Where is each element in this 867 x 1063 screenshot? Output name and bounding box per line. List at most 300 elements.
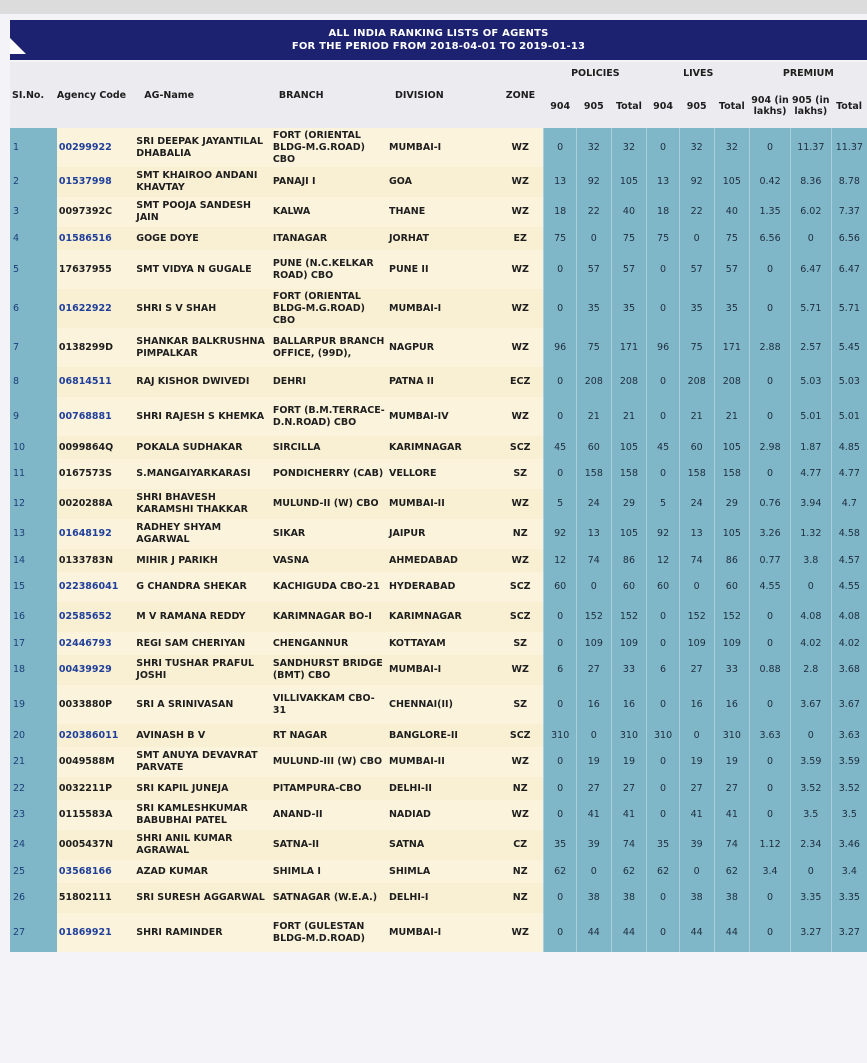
- policies-904-cell: 62: [544, 860, 577, 883]
- agency-code-cell: 020386011: [57, 724, 134, 747]
- zone-cell: WZ: [497, 250, 544, 289]
- premium-905-cell: 0: [790, 572, 831, 602]
- branch-cell: PONDICHERRY (CAB): [271, 459, 387, 489]
- ag-name-cell: SHANKAR BALKRUSHNA PIMPALKAR: [134, 328, 271, 367]
- agency-code-cell: 00299922: [57, 128, 134, 167]
- policies-905-cell: 0: [576, 860, 611, 883]
- policies-905-cell: 21: [576, 397, 611, 436]
- lives-total-cell: 60: [714, 572, 750, 602]
- division-cell: KOTTAYAM: [387, 632, 497, 655]
- table-row: [10, 519, 867, 549]
- header-policies: POLICIES: [544, 62, 647, 84]
- table-row: [10, 860, 867, 883]
- zone-cell: WZ: [497, 128, 544, 167]
- lives-905-cell: 152: [679, 602, 714, 632]
- policies-total-cell: 16: [611, 685, 647, 724]
- policies-904-cell: 6: [544, 655, 577, 685]
- table-row: [10, 367, 867, 397]
- lives-904-cell: 5: [647, 489, 680, 519]
- branch-cell: VASNA: [271, 549, 387, 572]
- policies-905-cell: 38: [576, 883, 611, 913]
- policies-total-cell: 27: [611, 777, 647, 800]
- lives-total-cell: 74: [714, 830, 750, 860]
- agency-code-cell: 0097392C: [57, 197, 134, 227]
- table-row: [10, 250, 867, 289]
- lives-904-cell: 0: [647, 367, 680, 397]
- lives-904-cell: 60: [647, 572, 680, 602]
- premium-904-cell: 3.26: [750, 519, 791, 549]
- lives-total-cell: 38: [714, 883, 750, 913]
- branch-cell: MULUND-II (W) CBO: [271, 489, 387, 519]
- branch-cell: RT NAGAR: [271, 724, 387, 747]
- premium-905-cell: 0: [790, 724, 831, 747]
- table-row: [10, 289, 867, 328]
- premium-total-cell: 3.5: [831, 800, 867, 830]
- premium-total-cell: 3.67: [831, 685, 867, 724]
- division-cell: THANE: [387, 197, 497, 227]
- ag-name-cell: SMT VIDYA N GUGALE: [134, 250, 271, 289]
- premium-904-cell: 0: [750, 800, 791, 830]
- header-zone: ZONE: [497, 62, 544, 128]
- zone-cell: WZ: [497, 197, 544, 227]
- slno-cell: 8: [10, 367, 57, 397]
- slno-cell: 10: [10, 436, 57, 459]
- agency-code-cell: 17637955: [57, 250, 134, 289]
- slno-cell: 20: [10, 724, 57, 747]
- table-row: [10, 459, 867, 489]
- policies-total-cell: 19: [611, 747, 647, 777]
- policies-total-cell: 32: [611, 128, 647, 167]
- premium-total-cell: 4.77: [831, 459, 867, 489]
- premium-904-cell: 6.56: [750, 227, 791, 250]
- ag-name-cell: POKALA SUDHAKAR: [134, 436, 271, 459]
- zone-cell: NZ: [497, 860, 544, 883]
- lives-905-cell: 22: [679, 197, 714, 227]
- branch-cell: PITAMPURA-CBO: [271, 777, 387, 800]
- lives-905-cell: 74: [679, 549, 714, 572]
- lives-total-cell: 41: [714, 800, 750, 830]
- division-cell: MUMBAI-I: [387, 289, 497, 328]
- policies-total-cell: 33: [611, 655, 647, 685]
- policies-total-cell: 152: [611, 602, 647, 632]
- division-cell: MUMBAI-IV: [387, 397, 497, 436]
- agency-code-cell: 0005437N: [57, 830, 134, 860]
- lives-904-cell: 12: [647, 549, 680, 572]
- policies-905-cell: 27: [576, 655, 611, 685]
- premium-905-cell: 5.01: [790, 397, 831, 436]
- division-cell: DELHI-I: [387, 883, 497, 913]
- premium-904-cell: 0.77: [750, 549, 791, 572]
- branch-cell: FORT (GULESTAN BLDG-M.D.ROAD): [271, 913, 387, 952]
- zone-cell: SZ: [497, 632, 544, 655]
- slno-cell: 2: [10, 167, 57, 197]
- table-row: [10, 328, 867, 367]
- lives-905-cell: 24: [679, 489, 714, 519]
- slno-cell: 12: [10, 489, 57, 519]
- slno-cell: 6: [10, 289, 57, 328]
- division-cell: JORHAT: [387, 227, 497, 250]
- lives-905-cell: 0: [679, 860, 714, 883]
- policies-total-cell: 57: [611, 250, 647, 289]
- premium-904-cell: 2.88: [750, 328, 791, 367]
- premium-905-cell: 3.94: [790, 489, 831, 519]
- lives-total-cell: 109: [714, 632, 750, 655]
- zone-cell: WZ: [497, 289, 544, 328]
- division-cell: CHENNAI(II): [387, 685, 497, 724]
- zone-cell: SCZ: [497, 724, 544, 747]
- lives-total-cell: 35: [714, 289, 750, 328]
- policies-905-cell: 39: [576, 830, 611, 860]
- branch-cell: FORT (ORIENTAL BLDG-M.G.ROAD) CBO: [271, 289, 387, 328]
- lives-905-cell: 19: [679, 747, 714, 777]
- policies-904-cell: 13: [544, 167, 577, 197]
- lives-904-cell: 13: [647, 167, 680, 197]
- lives-904-cell: 0: [647, 289, 680, 328]
- agency-code-cell: 00768881: [57, 397, 134, 436]
- slno-cell: 16: [10, 602, 57, 632]
- premium-904-cell: 2.98: [750, 436, 791, 459]
- policies-904-cell: 0: [544, 685, 577, 724]
- premium-905-cell: 3.67: [790, 685, 831, 724]
- premium-904-cell: 3.4: [750, 860, 791, 883]
- lives-905-cell: 92: [679, 167, 714, 197]
- header-sub: Total: [831, 84, 867, 128]
- agency-code-cell: 0020288A: [57, 489, 134, 519]
- lives-total-cell: 310: [714, 724, 750, 747]
- premium-905-cell: 6.02: [790, 197, 831, 227]
- premium-905-cell: 0: [790, 227, 831, 250]
- agency-code-cell: 0115583A: [57, 800, 134, 830]
- premium-904-cell: 0.88: [750, 655, 791, 685]
- table-row: [10, 489, 867, 519]
- agency-code-cell: 0033880P: [57, 685, 134, 724]
- premium-905-cell: 1.32: [790, 519, 831, 549]
- agency-code-cell: 01586516: [57, 227, 134, 250]
- premium-905-cell: 3.8: [790, 549, 831, 572]
- lives-904-cell: 35: [647, 830, 680, 860]
- lives-total-cell: 208: [714, 367, 750, 397]
- policies-905-cell: 24: [576, 489, 611, 519]
- premium-total-cell: 5.01: [831, 397, 867, 436]
- policies-904-cell: 310: [544, 724, 577, 747]
- branch-cell: SIRCILLA: [271, 436, 387, 459]
- branch-cell: VILLIVAKKAM CBO-31: [271, 685, 387, 724]
- premium-total-cell: 4.08: [831, 602, 867, 632]
- slno-cell: 7: [10, 328, 57, 367]
- slno-cell: 18: [10, 655, 57, 685]
- premium-905-cell: 5.71: [790, 289, 831, 328]
- lives-905-cell: 32: [679, 128, 714, 167]
- header-premium: PREMIUM: [750, 62, 867, 84]
- division-cell: NAGPUR: [387, 328, 497, 367]
- policies-905-cell: 57: [576, 250, 611, 289]
- branch-cell: SATNA-II: [271, 830, 387, 860]
- table-row: [10, 397, 867, 436]
- ag-name-cell: GOGE DOYE: [134, 227, 271, 250]
- division-cell: MUMBAI-II: [387, 489, 497, 519]
- premium-905-cell: 3.27: [790, 913, 831, 952]
- lives-total-cell: 171: [714, 328, 750, 367]
- policies-total-cell: 109: [611, 632, 647, 655]
- premium-total-cell: 3.68: [831, 655, 867, 685]
- ag-name-cell: RAJ KISHOR DWIVEDI: [134, 367, 271, 397]
- lives-905-cell: 39: [679, 830, 714, 860]
- lives-total-cell: 105: [714, 519, 750, 549]
- agency-code-cell: 51802111: [57, 883, 134, 913]
- policies-total-cell: 105: [611, 436, 647, 459]
- lives-905-cell: 0: [679, 227, 714, 250]
- premium-total-cell: 5.45: [831, 328, 867, 367]
- agency-code-cell: 022386041: [57, 572, 134, 602]
- agency-code-cell: 03568166: [57, 860, 134, 883]
- premium-905-cell: 5.03: [790, 367, 831, 397]
- lives-total-cell: 86: [714, 549, 750, 572]
- policies-total-cell: 86: [611, 549, 647, 572]
- agency-code-cell: 06814511: [57, 367, 134, 397]
- ag-name-cell: AZAD KUMAR: [134, 860, 271, 883]
- header-sub: Total: [714, 84, 750, 128]
- premium-904-cell: 0: [750, 777, 791, 800]
- policies-905-cell: 208: [576, 367, 611, 397]
- policies-904-cell: 92: [544, 519, 577, 549]
- zone-cell: WZ: [497, 800, 544, 830]
- lives-905-cell: 208: [679, 367, 714, 397]
- premium-904-cell: 0: [750, 367, 791, 397]
- premium-total-cell: 4.58: [831, 519, 867, 549]
- premium-total-cell: 3.59: [831, 747, 867, 777]
- ag-name-cell: SRI SURESH AGGARWAL: [134, 883, 271, 913]
- slno-cell: 17: [10, 632, 57, 655]
- lives-905-cell: 13: [679, 519, 714, 549]
- agency-code-cell: 01648192: [57, 519, 134, 549]
- policies-total-cell: 21: [611, 397, 647, 436]
- branch-cell: PUNE (N.C.KELKAR ROAD) CBO: [271, 250, 387, 289]
- policies-904-cell: 5: [544, 489, 577, 519]
- premium-904-cell: 0: [750, 289, 791, 328]
- ranking-page: [0, 14, 867, 1063]
- premium-904-cell: 0: [750, 128, 791, 167]
- policies-904-cell: 0: [544, 913, 577, 952]
- policies-905-cell: 32: [576, 128, 611, 167]
- division-cell: HYDERABAD: [387, 572, 497, 602]
- premium-905-cell: 4.77: [790, 459, 831, 489]
- lives-total-cell: 21: [714, 397, 750, 436]
- policies-total-cell: 38: [611, 883, 647, 913]
- branch-cell: KALWA: [271, 197, 387, 227]
- policies-total-cell: 60: [611, 572, 647, 602]
- zone-cell: WZ: [497, 489, 544, 519]
- branch-cell: SIKAR: [271, 519, 387, 549]
- premium-total-cell: 3.52: [831, 777, 867, 800]
- premium-904-cell: 0: [750, 685, 791, 724]
- table-body: [10, 128, 867, 952]
- premium-total-cell: 3.27: [831, 913, 867, 952]
- agency-code-cell: 0138299D: [57, 328, 134, 367]
- header-sub: 904: [544, 84, 577, 128]
- division-cell: MUMBAI-I: [387, 913, 497, 952]
- premium-total-cell: 3.46: [831, 830, 867, 860]
- lives-904-cell: 0: [647, 800, 680, 830]
- zone-cell: EZ: [497, 227, 544, 250]
- ag-name-cell: SMT ANUYA DEVAVRAT PARVATE: [134, 747, 271, 777]
- agency-code-cell: 01622922: [57, 289, 134, 328]
- policies-905-cell: 13: [576, 519, 611, 549]
- table-row: [10, 436, 867, 459]
- zone-cell: WZ: [497, 747, 544, 777]
- lives-904-cell: 0: [647, 747, 680, 777]
- division-cell: JAIPUR: [387, 519, 497, 549]
- lives-904-cell: 45: [647, 436, 680, 459]
- lives-total-cell: 62: [714, 860, 750, 883]
- lives-904-cell: 0: [647, 632, 680, 655]
- ag-name-cell: RADHEY SHYAM AGARWAL: [134, 519, 271, 549]
- lives-904-cell: 96: [647, 328, 680, 367]
- policies-905-cell: 0: [576, 724, 611, 747]
- premium-904-cell: 0: [750, 459, 791, 489]
- lives-905-cell: 21: [679, 397, 714, 436]
- premium-905-cell: 2.57: [790, 328, 831, 367]
- slno-cell: 5: [10, 250, 57, 289]
- ranking-table: [10, 62, 867, 952]
- agency-code-cell: 02446793: [57, 632, 134, 655]
- division-cell: PUNE II: [387, 250, 497, 289]
- policies-904-cell: 0: [544, 602, 577, 632]
- lives-905-cell: 0: [679, 572, 714, 602]
- division-cell: SHIMLA: [387, 860, 497, 883]
- agency-code-cell: 0049588M: [57, 747, 134, 777]
- premium-905-cell: 2.8: [790, 655, 831, 685]
- header-sub: 905: [679, 84, 714, 128]
- zone-cell: ECZ: [497, 367, 544, 397]
- table-row: [10, 883, 867, 913]
- policies-904-cell: 0: [544, 289, 577, 328]
- agency-code-cell: 0099864Q: [57, 436, 134, 459]
- lives-904-cell: 0: [647, 128, 680, 167]
- header-sub: 904: [647, 84, 680, 128]
- premium-total-cell: 3.4: [831, 860, 867, 883]
- branch-cell: FORT (ORIENTAL BLDG-M.G.ROAD) CBO: [271, 128, 387, 167]
- lives-904-cell: 0: [647, 459, 680, 489]
- table-row: [10, 197, 867, 227]
- lives-905-cell: 109: [679, 632, 714, 655]
- ag-name-cell: SHRI S V SHAH: [134, 289, 271, 328]
- table-row: [10, 724, 867, 747]
- policies-905-cell: 44: [576, 913, 611, 952]
- policies-904-cell: 0: [544, 883, 577, 913]
- policies-905-cell: 109: [576, 632, 611, 655]
- division-cell: DELHI-II: [387, 777, 497, 800]
- premium-904-cell: 0.76: [750, 489, 791, 519]
- branch-cell: SANDHURST BRIDGE (BMT) CBO: [271, 655, 387, 685]
- zone-cell: SZ: [497, 685, 544, 724]
- table-row: [10, 800, 867, 830]
- slno-cell: 3: [10, 197, 57, 227]
- agency-code-cell: 0133783N: [57, 549, 134, 572]
- lives-total-cell: 32: [714, 128, 750, 167]
- zone-cell: WZ: [497, 549, 544, 572]
- table-row: [10, 685, 867, 724]
- zone-cell: WZ: [497, 167, 544, 197]
- slno-cell: 23: [10, 800, 57, 830]
- zone-cell: CZ: [497, 830, 544, 860]
- zone-cell: WZ: [497, 913, 544, 952]
- slno-cell: 21: [10, 747, 57, 777]
- ag-name-cell: MIHIR J PARIKH: [134, 549, 271, 572]
- premium-905-cell: 6.47: [790, 250, 831, 289]
- division-cell: AHMEDABAD: [387, 549, 497, 572]
- header-sub: 905 (in lakhs): [790, 84, 831, 128]
- lives-total-cell: 40: [714, 197, 750, 227]
- table-row: [10, 572, 867, 602]
- lives-905-cell: 35: [679, 289, 714, 328]
- branch-cell: KARIMNAGAR BO-I: [271, 602, 387, 632]
- slno-cell: 15: [10, 572, 57, 602]
- policies-904-cell: 75: [544, 227, 577, 250]
- slno-cell: 11: [10, 459, 57, 489]
- slno-cell: 14: [10, 549, 57, 572]
- lives-904-cell: 6: [647, 655, 680, 685]
- slno-cell: 9: [10, 397, 57, 436]
- branch-cell: PANAJI I: [271, 167, 387, 197]
- division-cell: VELLORE: [387, 459, 497, 489]
- premium-904-cell: 1.35: [750, 197, 791, 227]
- branch-cell: MULUND-III (W) CBO: [271, 747, 387, 777]
- agency-code-cell: 02585652: [57, 602, 134, 632]
- policies-total-cell: 105: [611, 167, 647, 197]
- premium-904-cell: 1.12: [750, 830, 791, 860]
- premium-904-cell: 0: [750, 747, 791, 777]
- header-lives: LIVES: [647, 62, 750, 84]
- lives-total-cell: 105: [714, 436, 750, 459]
- policies-905-cell: 158: [576, 459, 611, 489]
- lives-905-cell: 75: [679, 328, 714, 367]
- lives-904-cell: 0: [647, 777, 680, 800]
- lives-905-cell: 27: [679, 777, 714, 800]
- lives-total-cell: 152: [714, 602, 750, 632]
- policies-905-cell: 22: [576, 197, 611, 227]
- lives-total-cell: 105: [714, 167, 750, 197]
- policies-905-cell: 41: [576, 800, 611, 830]
- policies-904-cell: 0: [544, 128, 577, 167]
- premium-total-cell: 7.37: [831, 197, 867, 227]
- lives-905-cell: 41: [679, 800, 714, 830]
- lives-904-cell: 310: [647, 724, 680, 747]
- title-line-2: FOR THE PERIOD FROM 2018-04-01 TO 2019-01-13: [291, 41, 586, 52]
- policies-905-cell: 27: [576, 777, 611, 800]
- premium-905-cell: 0: [790, 860, 831, 883]
- lives-905-cell: 38: [679, 883, 714, 913]
- lives-total-cell: 158: [714, 459, 750, 489]
- header-agency-code: Agency Code: [57, 62, 134, 128]
- policies-total-cell: 40: [611, 197, 647, 227]
- lives-904-cell: 92: [647, 519, 680, 549]
- policies-905-cell: 74: [576, 549, 611, 572]
- title-line-1: ALL INDIA RANKING LISTS OF AGENTS: [328, 28, 549, 39]
- ag-name-cell: SRI KAPIL JUNEJA: [134, 777, 271, 800]
- ag-name-cell: SHRI RAJESH S KHEMKA: [134, 397, 271, 436]
- table-row: [10, 227, 867, 250]
- premium-904-cell: 0.42: [750, 167, 791, 197]
- policies-905-cell: 75: [576, 328, 611, 367]
- slno-cell: 25: [10, 860, 57, 883]
- ag-name-cell: SHRI TUSHAR PRAFUL JOSHI: [134, 655, 271, 685]
- policies-904-cell: 18: [544, 197, 577, 227]
- slno-cell: 24: [10, 830, 57, 860]
- lives-905-cell: 0: [679, 724, 714, 747]
- lives-905-cell: 16: [679, 685, 714, 724]
- policies-total-cell: 74: [611, 830, 647, 860]
- premium-905-cell: 4.08: [790, 602, 831, 632]
